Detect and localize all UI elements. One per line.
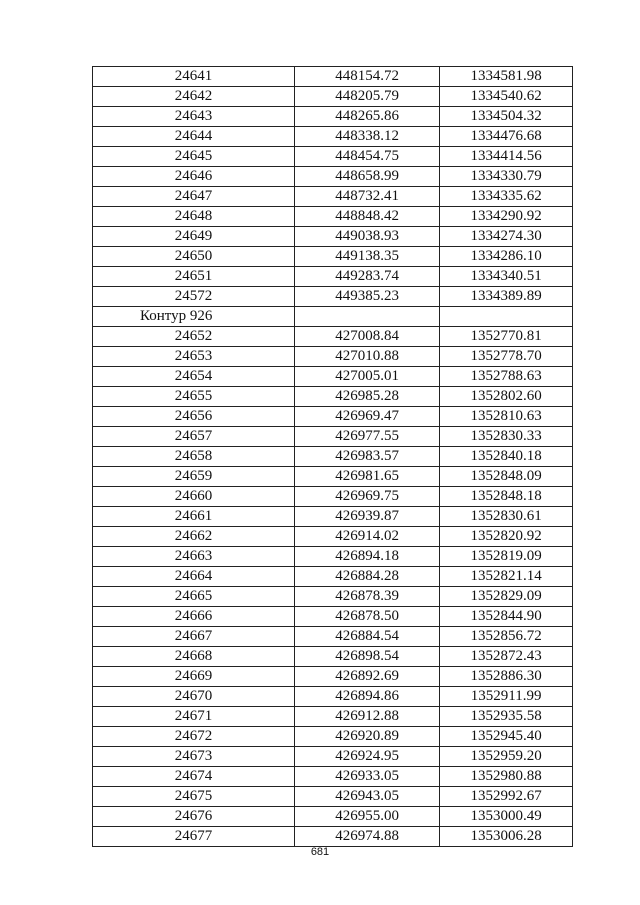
x-coordinate-cell: 426894.86	[295, 687, 440, 707]
point-id-cell: 24675	[93, 787, 295, 807]
y-coordinate-cell: 1352959.20	[440, 747, 573, 767]
x-coordinate-cell: 426977.55	[295, 427, 440, 447]
table-row	[93, 787, 573, 807]
y-coordinate-cell: 1334540.62	[440, 87, 573, 107]
table-row	[93, 347, 573, 367]
table-row	[93, 227, 573, 247]
table-row	[93, 207, 573, 227]
table-row	[93, 587, 573, 607]
x-coordinate-cell: 427005.01	[295, 367, 440, 387]
y-coordinate-cell: 1352856.72	[440, 627, 573, 647]
y-coordinate-cell: 1352886.30	[440, 667, 573, 687]
x-coordinate-cell: 426983.57	[295, 447, 440, 467]
x-coordinate-cell: 449385.23	[295, 287, 440, 307]
table-row	[93, 767, 573, 787]
table-row	[93, 627, 573, 647]
x-coordinate-cell: 426878.50	[295, 607, 440, 627]
x-coordinate-cell: 426898.54	[295, 647, 440, 667]
y-coordinate-cell: 1352992.67	[440, 787, 573, 807]
point-id-cell: 24656	[93, 407, 295, 427]
y-coordinate-cell: 1352848.18	[440, 487, 573, 507]
table-row	[93, 107, 573, 127]
x-coordinate-cell: 448265.86	[295, 107, 440, 127]
table-row	[93, 247, 573, 267]
x-coordinate-cell: 426955.00	[295, 807, 440, 827]
table-row	[93, 327, 573, 347]
y-coordinate-cell	[440, 307, 573, 327]
point-id-cell: 24650	[93, 247, 295, 267]
point-id-cell: 24660	[93, 487, 295, 507]
point-id-cell: 24664	[93, 567, 295, 587]
x-coordinate-cell: 426974.88	[295, 827, 440, 847]
y-coordinate-cell: 1352830.61	[440, 507, 573, 527]
point-id-cell: 24652	[93, 327, 295, 347]
y-coordinate-cell: 1352840.18	[440, 447, 573, 467]
x-coordinate-cell: 448454.75	[295, 147, 440, 167]
point-id-cell: 24677	[93, 827, 295, 847]
y-coordinate-cell: 1352788.63	[440, 367, 573, 387]
y-coordinate-cell: 1334414.56	[440, 147, 573, 167]
y-coordinate-cell: 1352810.63	[440, 407, 573, 427]
table-row	[93, 187, 573, 207]
x-coordinate-cell: 426892.69	[295, 667, 440, 687]
point-id-cell: 24658	[93, 447, 295, 467]
y-coordinate-cell: 1352872.43	[440, 647, 573, 667]
point-id-cell: 24663	[93, 547, 295, 567]
point-id-cell: Контур 926	[93, 307, 295, 327]
table-row	[93, 447, 573, 467]
point-id-cell: 24668	[93, 647, 295, 667]
point-id-cell: 24655	[93, 387, 295, 407]
table-row	[93, 467, 573, 487]
x-coordinate-cell: 427008.84	[295, 327, 440, 347]
y-coordinate-cell: 1352911.99	[440, 687, 573, 707]
y-coordinate-cell: 1352829.09	[440, 587, 573, 607]
point-id-cell: 24661	[93, 507, 295, 527]
point-id-cell: 24676	[93, 807, 295, 827]
table-row	[93, 747, 573, 767]
table-row	[93, 167, 573, 187]
table-row	[93, 127, 573, 147]
table-row	[93, 607, 573, 627]
x-coordinate-cell: 448732.41	[295, 187, 440, 207]
y-coordinate-cell: 1352820.92	[440, 527, 573, 547]
x-coordinate-cell: 426884.28	[295, 567, 440, 587]
y-coordinate-cell: 1334330.79	[440, 167, 573, 187]
y-coordinate-cell: 1353006.28	[440, 827, 573, 847]
x-coordinate-cell: 427010.88	[295, 347, 440, 367]
point-id-cell: 24643	[93, 107, 295, 127]
table-row	[93, 507, 573, 527]
point-id-cell: 24674	[93, 767, 295, 787]
x-coordinate-cell: 449283.74	[295, 267, 440, 287]
x-coordinate-cell: 448848.42	[295, 207, 440, 227]
y-coordinate-cell: 1352821.14	[440, 567, 573, 587]
x-coordinate-cell	[295, 307, 440, 327]
point-id-cell: 24647	[93, 187, 295, 207]
y-coordinate-cell: 1352802.60	[440, 387, 573, 407]
table-row	[93, 567, 573, 587]
x-coordinate-cell: 426969.75	[295, 487, 440, 507]
y-coordinate-cell: 1352770.81	[440, 327, 573, 347]
y-coordinate-cell: 1334335.62	[440, 187, 573, 207]
point-id-cell: 24651	[93, 267, 295, 287]
point-id-cell: 24670	[93, 687, 295, 707]
point-id-cell: 24672	[93, 727, 295, 747]
table-row	[93, 687, 573, 707]
point-id-cell: 24673	[93, 747, 295, 767]
table-row	[93, 527, 573, 547]
table-row	[93, 727, 573, 747]
coordinates-table	[92, 66, 573, 847]
table-row	[93, 147, 573, 167]
table-row	[93, 707, 573, 727]
y-coordinate-cell: 1334340.51	[440, 267, 573, 287]
point-id-cell: 24642	[93, 87, 295, 107]
y-coordinate-cell: 1352980.88	[440, 767, 573, 787]
y-coordinate-cell: 1334290.92	[440, 207, 573, 227]
y-coordinate-cell: 1352778.70	[440, 347, 573, 367]
table-row	[93, 287, 573, 307]
x-coordinate-cell: 448658.99	[295, 167, 440, 187]
x-coordinate-cell: 448154.72	[295, 67, 440, 87]
table-row	[93, 827, 573, 847]
y-coordinate-cell: 1334504.32	[440, 107, 573, 127]
table-row	[93, 647, 573, 667]
point-id-cell: 24646	[93, 167, 295, 187]
point-id-cell: 24659	[93, 467, 295, 487]
x-coordinate-cell: 449038.93	[295, 227, 440, 247]
x-coordinate-cell: 426884.54	[295, 627, 440, 647]
y-coordinate-cell: 1334286.10	[440, 247, 573, 267]
x-coordinate-cell: 426985.28	[295, 387, 440, 407]
y-coordinate-cell: 1334581.98	[440, 67, 573, 87]
x-coordinate-cell: 426939.87	[295, 507, 440, 527]
point-id-cell: 24662	[93, 527, 295, 547]
table-row	[93, 667, 573, 687]
x-coordinate-cell: 426924.95	[295, 747, 440, 767]
x-coordinate-cell: 426969.47	[295, 407, 440, 427]
point-id-cell: 24669	[93, 667, 295, 687]
x-coordinate-cell: 426943.05	[295, 787, 440, 807]
table-row	[93, 67, 573, 87]
point-id-cell: 24572	[93, 287, 295, 307]
y-coordinate-cell: 1352844.90	[440, 607, 573, 627]
y-coordinate-cell: 1352830.33	[440, 427, 573, 447]
x-coordinate-cell: 426878.39	[295, 587, 440, 607]
table-row	[93, 547, 573, 567]
x-coordinate-cell: 426920.89	[295, 727, 440, 747]
table-row	[93, 267, 573, 287]
y-coordinate-cell: 1352945.40	[440, 727, 573, 747]
point-id-cell: 24641	[93, 67, 295, 87]
table-row	[93, 487, 573, 507]
point-id-cell: 24667	[93, 627, 295, 647]
y-coordinate-cell: 1352848.09	[440, 467, 573, 487]
table-row	[93, 367, 573, 387]
x-coordinate-cell: 426914.02	[295, 527, 440, 547]
table-row	[93, 387, 573, 407]
x-coordinate-cell: 448338.12	[295, 127, 440, 147]
x-coordinate-cell: 426981.65	[295, 467, 440, 487]
x-coordinate-cell: 426894.18	[295, 547, 440, 567]
coordinates-table-body	[93, 67, 573, 847]
x-coordinate-cell: 426933.05	[295, 767, 440, 787]
x-coordinate-cell: 426912.88	[295, 707, 440, 727]
page-number: 681	[310, 846, 330, 858]
point-id-cell: 24665	[93, 587, 295, 607]
point-id-cell: 24648	[93, 207, 295, 227]
y-coordinate-cell: 1334476.68	[440, 127, 573, 147]
point-id-cell: 24649	[93, 227, 295, 247]
point-id-cell: 24666	[93, 607, 295, 627]
point-id-cell: 24654	[93, 367, 295, 387]
x-coordinate-cell: 448205.79	[295, 87, 440, 107]
table-row	[93, 807, 573, 827]
table-row	[93, 407, 573, 427]
x-coordinate-cell: 449138.35	[295, 247, 440, 267]
y-coordinate-cell: 1353000.49	[440, 807, 573, 827]
table-row	[93, 87, 573, 107]
y-coordinate-cell: 1334389.89	[440, 287, 573, 307]
point-id-cell: 24645	[93, 147, 295, 167]
point-id-cell: 24657	[93, 427, 295, 447]
y-coordinate-cell: 1352935.58	[440, 707, 573, 727]
point-id-cell: 24653	[93, 347, 295, 367]
y-coordinate-cell: 1352819.09	[440, 547, 573, 567]
table-row	[93, 427, 573, 447]
point-id-cell: 24671	[93, 707, 295, 727]
contour-header-row	[93, 307, 573, 327]
point-id-cell: 24644	[93, 127, 295, 147]
y-coordinate-cell: 1334274.30	[440, 227, 573, 247]
